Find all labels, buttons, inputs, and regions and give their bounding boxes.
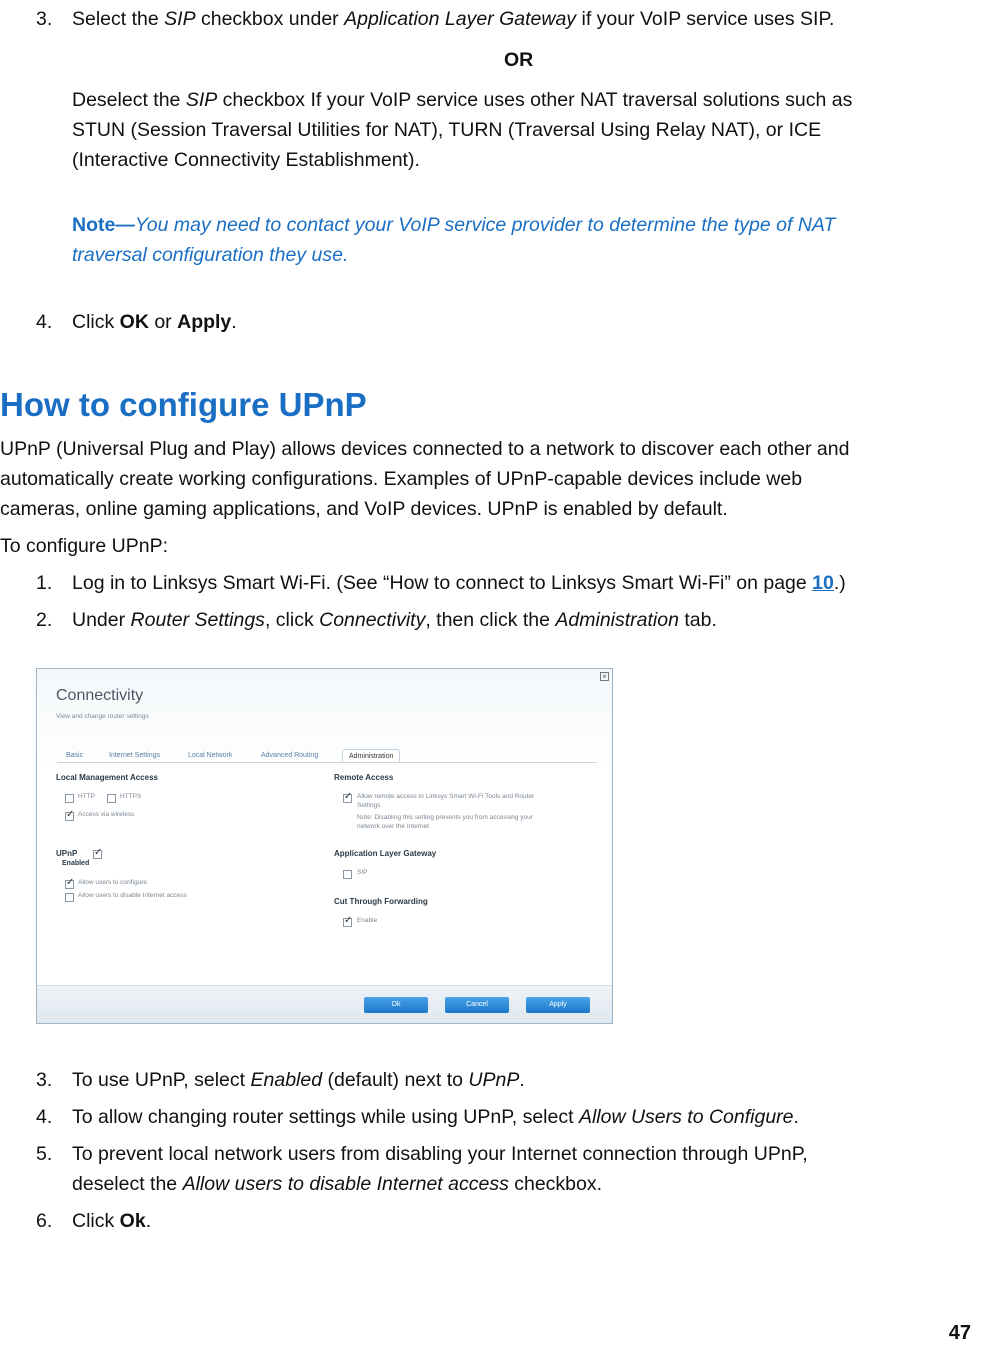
- remote-access-label: Allow remote access to Linksys Smart Wi-Fi Tools and Router: [357, 793, 535, 800]
- upnp-enabled-checkbox[interactable]: [93, 850, 102, 859]
- ctf-enable-label: Enable: [357, 917, 378, 924]
- step-text: [72, 607, 717, 633]
- tab-divider: [57, 762, 597, 763]
- remote-access-label-2: Settings: [357, 802, 381, 809]
- step-text: [72, 1104, 799, 1130]
- text-run: tab.: [678, 609, 717, 631]
- step-text: [72, 1067, 525, 1093]
- ok-button[interactable]: Ok: [364, 997, 428, 1013]
- term-administration: Administration: [555, 609, 679, 631]
- section-ctf: Cut Through Forwarding: [334, 897, 428, 906]
- deselect-line-3: (Interactive Connectivity Establishment).: [72, 149, 420, 171]
- text-run: .: [519, 1069, 525, 1091]
- page-link[interactable]: 10: [812, 572, 834, 594]
- term-router-settings: Router Settings: [130, 609, 265, 631]
- dialog-title: Connectivity: [56, 687, 144, 704]
- term-connectivity: Connectivity: [319, 609, 426, 631]
- via-wireless-checkbox[interactable]: [65, 812, 74, 821]
- term-alg: Application Layer Gateway: [344, 8, 577, 30]
- via-wireless-label: Access via wireless: [78, 811, 135, 818]
- to-configure-label: To configure UPnP:: [0, 535, 169, 557]
- step-number: 4.: [36, 1106, 53, 1128]
- term-allow-disable: Allow users to disable Internet access: [182, 1173, 509, 1195]
- step-number: 4.: [36, 311, 53, 333]
- step-text: [72, 1208, 151, 1234]
- connectivity-screenshot: [36, 668, 613, 1024]
- text-run: , then click the: [425, 609, 556, 631]
- text-run: Click: [72, 1210, 120, 1232]
- text-run: Select the: [72, 8, 165, 30]
- term-enabled: Enabled: [250, 1069, 323, 1091]
- note-line-1: [72, 212, 835, 238]
- https-label: HTTPS: [120, 793, 142, 800]
- tab-administration[interactable]: Administration: [342, 749, 400, 763]
- step-text: [72, 570, 846, 596]
- step-number: 5.: [36, 1143, 53, 1165]
- step-text: [72, 309, 237, 335]
- text-run: , click: [264, 609, 320, 631]
- sip-checkbox[interactable]: [343, 870, 352, 879]
- term-sip: SIP: [185, 89, 218, 111]
- step-text: To prevent local network users from disabling your Internet connection through UPnP,: [72, 1143, 808, 1165]
- text-run: Log in to Linksys Smart Wi-Fi. (See “How to connect to Linksys Smart Wi-Fi” on page: [72, 572, 813, 594]
- tab-internet-settings[interactable]: Internet Settings: [109, 752, 160, 759]
- upnp-enabled-label: Enabled: [62, 860, 90, 867]
- text-run: .: [793, 1106, 799, 1128]
- intro-line-2: automatically create working configurations. Examples of UPnP-capable devices include web: [0, 468, 803, 490]
- term-sip: SIP: [164, 8, 196, 30]
- sip-label: SIP: [357, 869, 368, 876]
- dialog-subtitle: View and change router settings: [56, 713, 149, 720]
- step-number: 3.: [36, 1069, 53, 1091]
- section-alg: Application Layer Gateway: [334, 849, 437, 858]
- allow-disable-checkbox[interactable]: [65, 893, 74, 902]
- step-text: [72, 6, 834, 32]
- close-icon[interactable]: ×: [600, 672, 609, 681]
- note-line-2: traversal configuration they use.: [72, 244, 349, 266]
- section-local-management: Local Management Access: [56, 773, 158, 782]
- term-allow-users-configure: Allow Users to Configure: [578, 1106, 794, 1128]
- tab-advanced-routing[interactable]: Advanced Routing: [261, 752, 319, 759]
- text-run: To allow changing router settings while using UPnP, select: [72, 1106, 579, 1128]
- text-run: You may need to contact your VoIP service provider to determine the type of NAT: [134, 214, 836, 236]
- http-label: HTTP: [78, 793, 95, 800]
- term-upnp: UPnP: [468, 1069, 520, 1091]
- remote-note-1: Note: Disabling this setting prevents you from accessing your: [357, 814, 533, 821]
- term-ok: Ok: [119, 1210, 146, 1232]
- cancel-button[interactable]: Cancel: [445, 997, 509, 1013]
- tab-local-network[interactable]: Local Network: [188, 752, 233, 759]
- term-ok: OK: [119, 311, 149, 333]
- text-run: checkbox If your VoIP service uses other NAT traversal solutions such as: [217, 89, 853, 111]
- step-number: 2.: [36, 609, 53, 631]
- tab-basic[interactable]: Basic: [66, 752, 84, 759]
- term-apply: Apply: [177, 311, 232, 333]
- intro-line-1: UPnP (Universal Plug and Play) allows devices connected to a network to discover each other and: [0, 438, 850, 460]
- text-run: .): [833, 572, 846, 594]
- text-run: Deselect the: [72, 89, 186, 111]
- step-text-2: [72, 1171, 602, 1197]
- note-label: Note: [72, 214, 116, 236]
- step-number: 1.: [36, 572, 53, 594]
- text-run: Under: [72, 609, 131, 631]
- text-run: (default) next to: [322, 1069, 469, 1091]
- text-run: deselect the: [72, 1173, 183, 1195]
- https-checkbox[interactable]: [107, 794, 116, 803]
- text-run: or: [148, 311, 178, 333]
- remote-access-checkbox[interactable]: [343, 794, 352, 803]
- step-number: 6.: [36, 1210, 53, 1232]
- text-run: To use UPnP, select: [72, 1069, 251, 1091]
- section-title: How to configure UPnP: [0, 386, 367, 423]
- ctf-enable-checkbox[interactable]: [343, 918, 352, 927]
- page-number: 47: [948, 1322, 971, 1344]
- http-checkbox[interactable]: [65, 794, 74, 803]
- step-number: 3.: [36, 8, 53, 30]
- intro-line-3: cameras, online gaming applications, and VoIP devices. UPnP is enabled by default.: [0, 498, 728, 520]
- allow-disable-label: Allow users to disable Internet access: [78, 892, 187, 899]
- text-run: Click: [72, 311, 120, 333]
- text-run: if your VoIP service uses SIP.: [576, 8, 835, 30]
- text-run: .: [231, 311, 237, 333]
- deselect-line-1: [72, 87, 852, 113]
- note-dash: —: [115, 214, 135, 236]
- text-run: .: [145, 1210, 152, 1232]
- section-remote-access: Remote Access: [334, 773, 394, 782]
- upnp-label: UPnP: [56, 849, 78, 858]
- remote-note-2: network over the Internet: [357, 823, 429, 830]
- allow-configure-label: Allow users to configure: [78, 879, 148, 886]
- deselect-line-2: STUN (Session Traversal Utilities for NAT), TURN (Traversal Using Relay NAT), or ICE: [72, 119, 822, 141]
- text-run: checkbox.: [508, 1173, 603, 1195]
- allow-configure-checkbox[interactable]: [65, 880, 74, 889]
- text-run: checkbox under: [195, 8, 345, 30]
- or-label: OR: [504, 49, 534, 71]
- apply-button[interactable]: Apply: [526, 997, 590, 1013]
